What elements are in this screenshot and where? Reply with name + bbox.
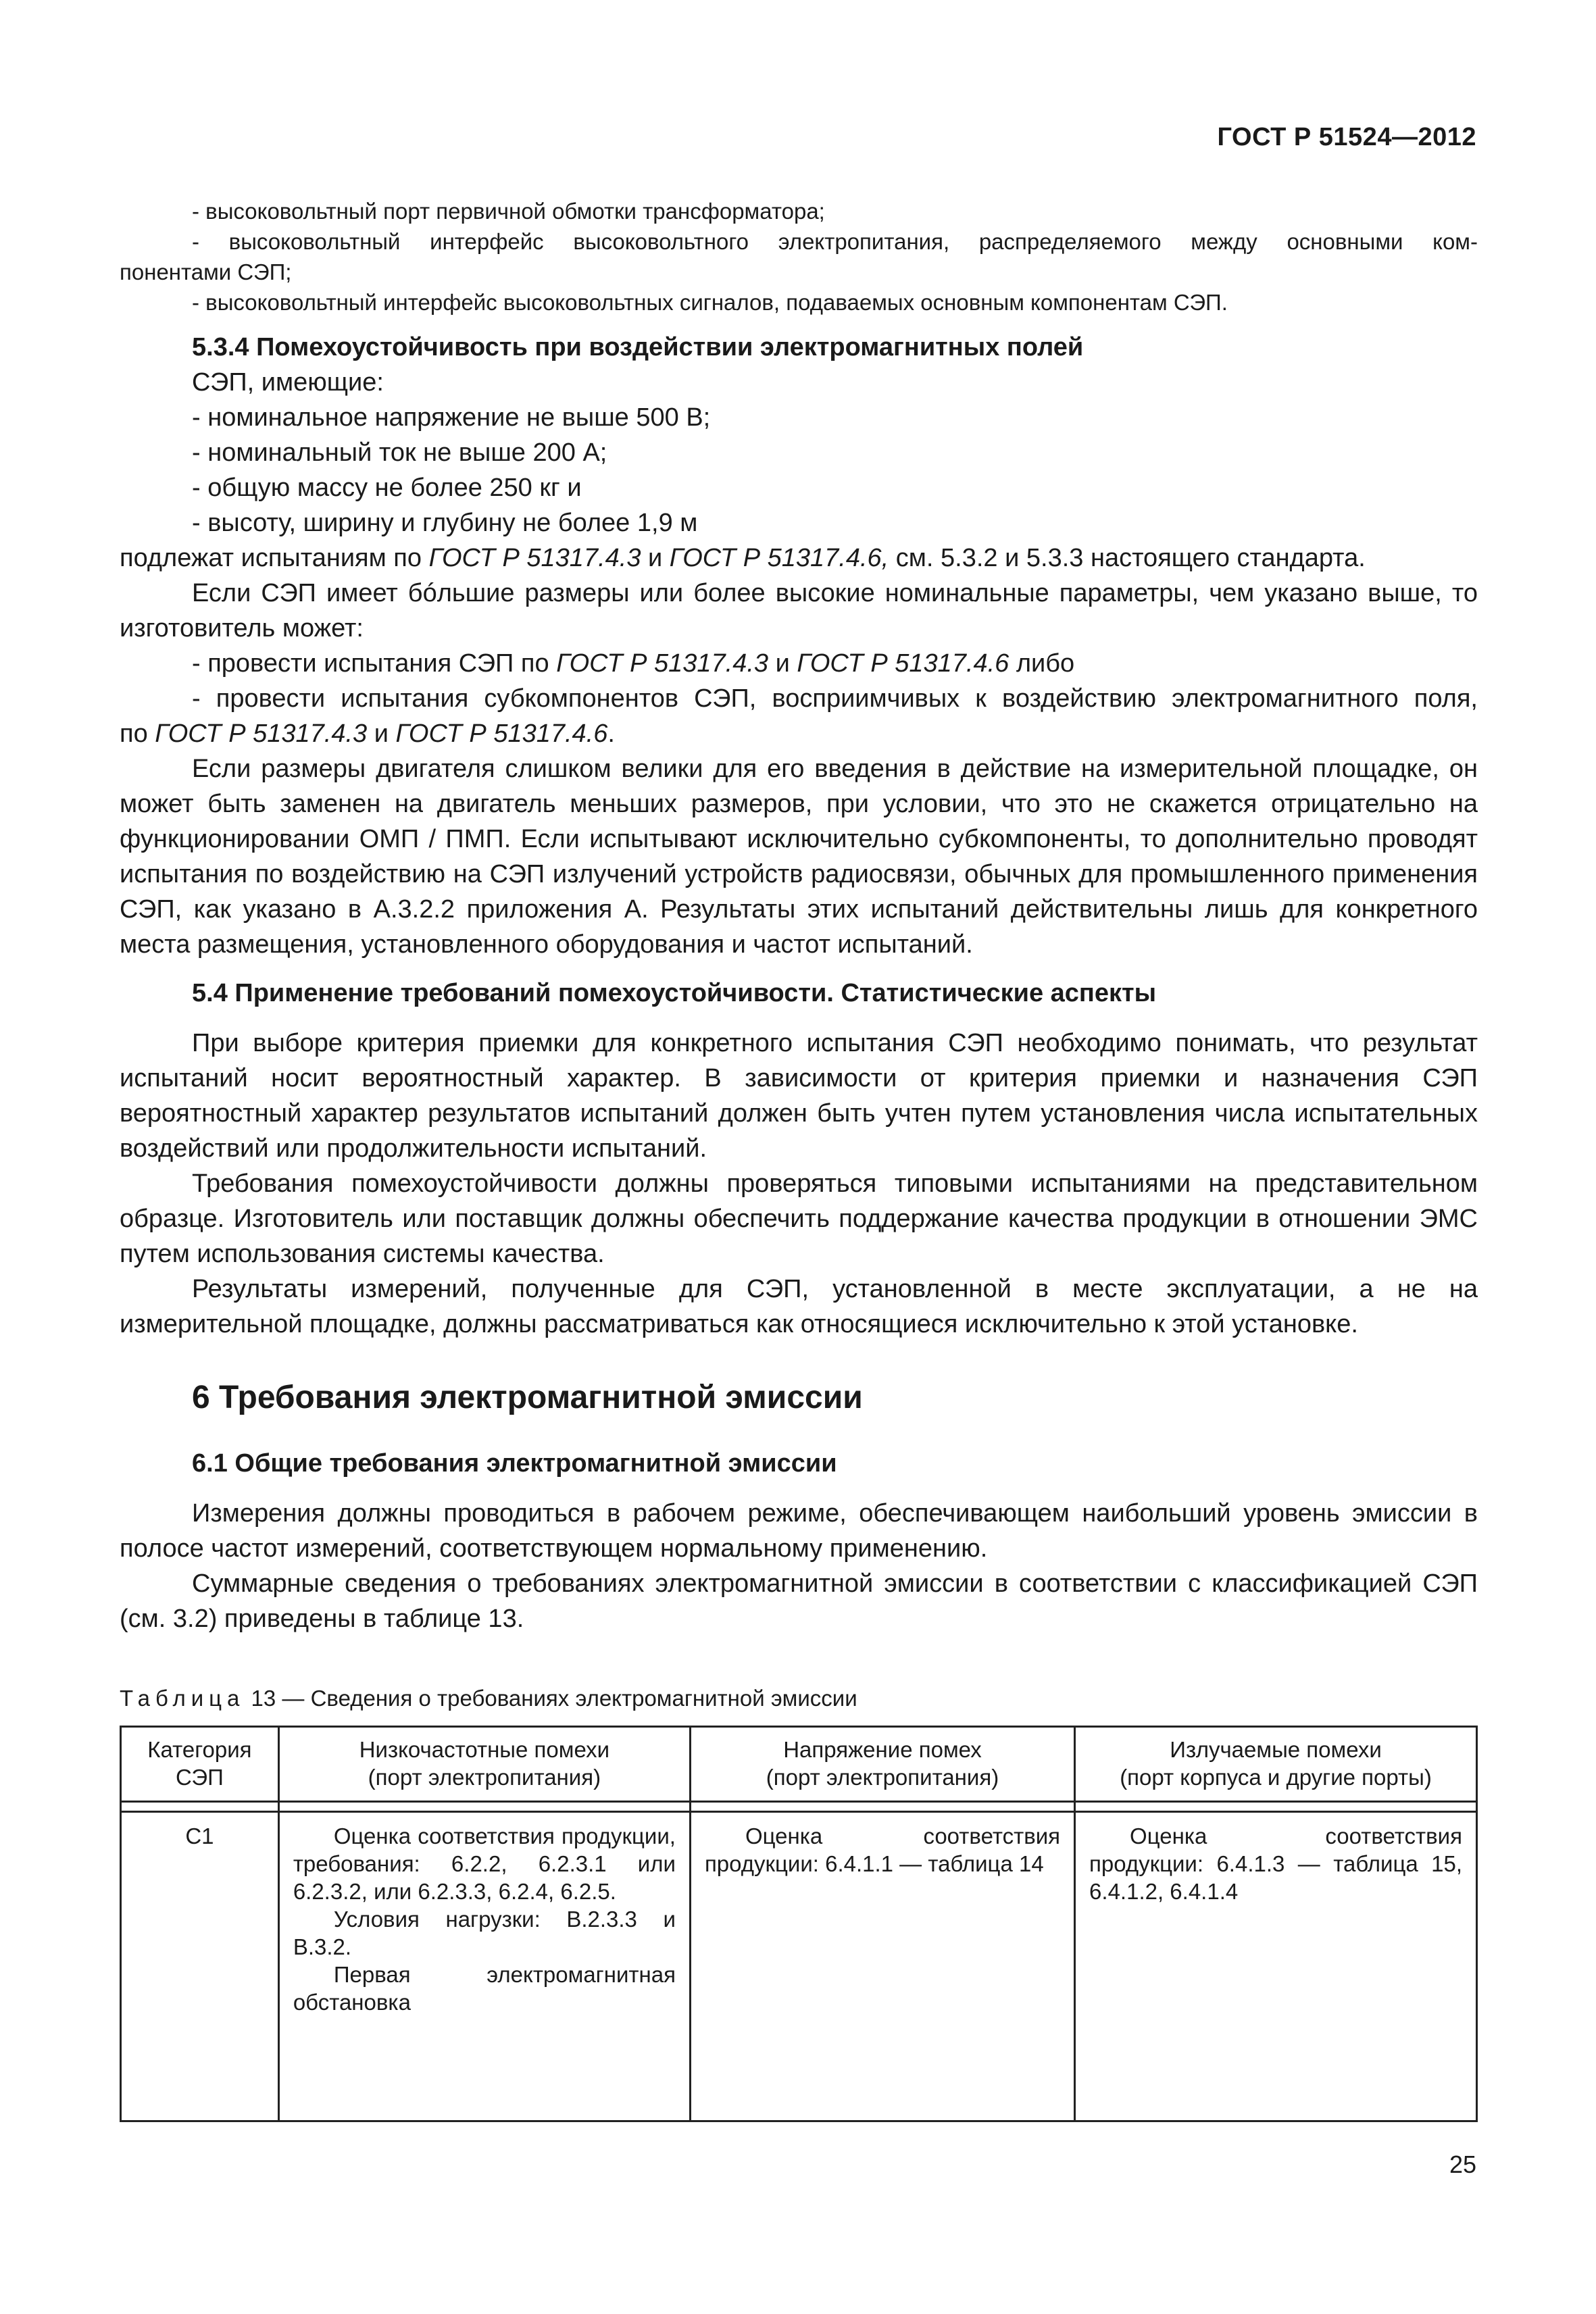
table-header-cell: Категория СЭП [121, 1727, 279, 1812]
list-item: - провести испытания СЭП по ГОСТ Р 51317.4.3 и ГОСТ Р 51317.4.6 либо [192, 649, 1075, 678]
gost-reference: ГОСТ Р 51317.4.6 [797, 649, 1009, 678]
list-item-continuation: по ГОСТ Р 51317.4.3 и ГОСТ Р 51317.4.6. [120, 720, 615, 748]
table-cell-radiated: Оценка соответствия продукции: 6.4.1.3 — таблица 15, 6.4.1.2, 6.4.1.4 [1075, 1812, 1477, 2121]
paragraph: подлежат испытаниям по ГОСТ Р 51317.4.3 и ГОСТ Р 51317.4.6, см. 5.3.2 и 5.3.3 настоящего стандарта. [120, 544, 1366, 572]
paragraph: Суммарные сведения о требованиях электромагнитной эмиссии в соответствии с классификацией СЭП (см. 3.2) приведены в таблице 13. [120, 1569, 1478, 1633]
section-6-1-heading: 6.1 Общие требования электромагнитной эмиссии [192, 1449, 837, 1478]
gost-reference: ГОСТ Р 51317.4.6, [669, 544, 889, 572]
paragraph: Требования помехоустойчивости должны проверяться типовыми испытаниями на представительном образце. Изготовитель или поставщик должны обеспечить поддержание качества продукции в отношении ЭМС путем использования системы качества. [120, 1169, 1478, 1268]
section-6-heading: 6 Требования электромагнитной эмиссии [192, 1380, 863, 1415]
table-cell-category: С1 [121, 1812, 279, 2121]
list-item: - номинальный ток не выше 200 А; [192, 438, 607, 467]
gost-reference: ГОСТ Р 51317.4.3 [428, 544, 641, 572]
list-item: - номинальное напряжение не выше 500 В; [192, 403, 711, 432]
intro-list [120, 196, 1478, 318]
paragraph: Если размеры двигателя слишком велики для его введения в действие на измерительной площадке, он может быть заменен на двигатель меньших размеров, при условии, что это не скажется отрицательно на функционировании ОМП / ПМП. Если испытывают исключительно субкомпоненты, то дополнительно проводят испытания по воздействию на СЭП излучений устройств радиосвязи, обычных для промышленного применения СЭП, как указано в А.3.2.2 приложения А. Результаты этих испытаний действительны лишь для конкретного места размещения, установленного оборудования и частот испытаний. [120, 755, 1478, 959]
table-cell-voltage: Оценка соответствия продукции: 6.4.1.1 — таблица 14 [690, 1812, 1074, 2121]
paragraph: При выборе критерия приемки для конкретного испытания СЭП необходимо понимать, что результат испытаний носит вероятностный характер. В зависимости от критерия приемки и назначения СЭП вероятностный характер результатов испытаний должен быть учтен путем установления числа испытательных воздействий или продолжительности испытаний. [120, 1029, 1478, 1163]
table-row [121, 1812, 1477, 2121]
paragraph: СЭП, имеющие: [192, 368, 384, 397]
list-item: - общую массу не более 250 кг и [192, 474, 582, 502]
paragraph: Измерения должны проводиться в рабочем режиме, обеспечивающем наибольший уровень эмиссии в полосе частот измерений, соответствующем нормальному применению. [120, 1499, 1478, 1563]
list-item: - высоковольтный порт первичной обмотки трансформатора; [192, 199, 825, 224]
gost-reference: ГОСТ Р 51317.4.3 [155, 720, 368, 748]
paragraph: Если СЭП имеет бóльшие размеры или более высокие номинальные параметры, чем указано выше, то изготовитель может: [120, 579, 1478, 643]
table-header-cell: Низкочастотные помехи (порт электропитания) [278, 1727, 690, 1812]
gost-reference: ГОСТ Р 51317.4.6 [395, 720, 608, 748]
table-header-cell: Излучаемые помехи (порт корпуса и другие порты) [1075, 1727, 1477, 1812]
list-item: - провести испытания субкомпонентов СЭП, восприимчивых к воздействию электромагнитного поля, [192, 684, 1478, 713]
document-header: ГОСТ Р 51524—2012 [1217, 123, 1476, 151]
gost-reference: ГОСТ Р 51317.4.3 [556, 649, 769, 678]
table-caption: Таблица 13 — Сведения о требованиях электромагнитной эмиссии [120, 1686, 857, 1711]
section-5-4-heading: 5.4 Применение требований помехоустойчивости. Статистические аспекты [192, 979, 1157, 1007]
page-body [120, 196, 1478, 2122]
list-item-continuation: понентами СЭП; [120, 259, 292, 284]
table-cell-low-frequency: Оценка соответствия продукции, требования: 6.2.2, 6.2.3.1 или 6.2.3.2, или 6.2.3.3, 6.2.4, 6.2.5. Условия нагрузки: В.2.3.3 и В.3.2. Первая электромагнитная обстановка [278, 1812, 690, 2121]
list-item: - высоковольтный интерфейс высоковольтных сигналов, подаваемых основным компонентам СЭП. [192, 290, 1228, 315]
table-header-cell: Напряжение помех (порт электропитания) [690, 1727, 1074, 1812]
paragraph: Результаты измерений, полученные для СЭП, установленной в месте эксплуатации, а не на измерительной площадке, должны рассматриваться как относящиеся исключительно к этой установке. [120, 1275, 1478, 1338]
list-item: - высоту, ширину и глубину не более 1,9 м [192, 509, 698, 537]
table-13 [120, 1726, 1478, 2122]
page-number: 25 [1449, 2150, 1476, 2178]
section-5-3-4-heading: 5.3.4 Помехоустойчивость при воздействии электромагнитных полей [192, 333, 1084, 361]
list-item: - высоковольтный интерфейс высоковольтного электропитания, распределяемого между основными ком- [192, 229, 1478, 254]
table-header-row [121, 1727, 1477, 1812]
